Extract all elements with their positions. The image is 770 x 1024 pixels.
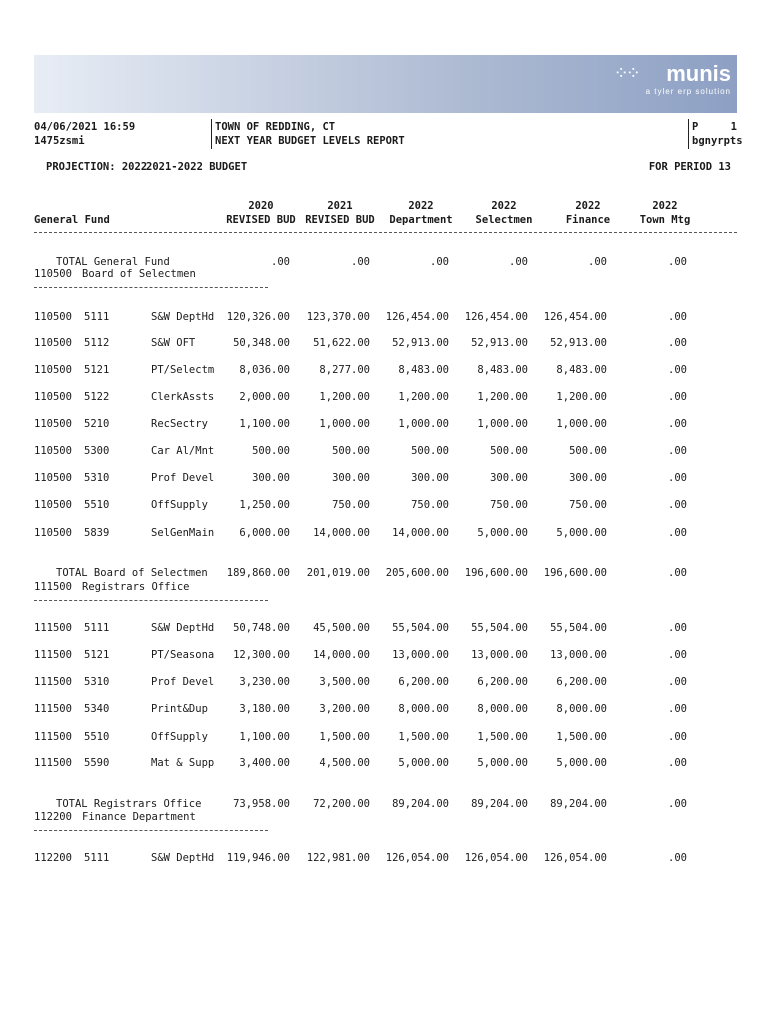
row-c5: 1,000.00 [556,418,607,430]
row-org: 110500 [34,418,72,430]
row-c2: 1,500.00 [319,731,370,743]
section-total-c1: 73,958.00 [233,798,290,810]
report-banner [34,55,737,113]
row-c3: 750.00 [411,499,449,511]
total-general-c1: .00 [271,256,290,268]
col1-year: 2020 [248,200,274,212]
section-org: 112200 [34,811,72,823]
row-object: 5510 [84,731,110,743]
col3-label: Department [389,214,453,226]
section-rule [34,600,268,601]
total-general-c4: .00 [509,256,528,268]
section-total-c3: 89,204.00 [392,798,449,810]
row-org: 111500 [34,703,72,715]
row-c1: 8,036.00 [239,364,290,376]
section-total-c5: 196,600.00 [543,567,607,579]
page-label: P [692,121,699,133]
row-c3: 8,000.00 [398,703,449,715]
section-rule [34,287,268,288]
row-desc: Prof Devel [151,676,215,688]
row-c4: 126,054.00 [464,852,528,864]
col2-year: 2021 [327,200,353,212]
row-desc: Car Al/Mnt [151,445,215,457]
row-c4: 300.00 [490,472,528,484]
row-c4: 500.00 [490,445,528,457]
row-c3: 126,054.00 [385,852,449,864]
row-c2: 1,000.00 [319,418,370,430]
row-c1: 1,250.00 [239,499,290,511]
section-total-label: TOTAL Registrars Office [56,798,202,810]
row-c4: 55,504.00 [471,622,528,634]
row-c4: 1,500.00 [477,731,528,743]
munis-logo [613,61,731,96]
row-org: 111500 [34,622,72,634]
row-c2: 122,981.00 [306,852,370,864]
row-desc: OffSupply [151,499,208,511]
row-org: 111500 [34,731,72,743]
total-general-c6: .00 [668,256,687,268]
row-c2: 14,000.00 [313,527,370,539]
row-object: 5111 [84,311,110,323]
row-desc: Prof Devel [151,472,215,484]
row-c6: .00 [668,649,687,661]
row-c3: 1,000.00 [398,418,449,430]
row-object: 5111 [84,852,110,864]
row-c4: 126,454.00 [464,311,528,323]
row-c6: .00 [668,418,687,430]
logo-brand: munis [666,61,731,86]
row-c2: 4,500.00 [319,757,370,769]
row-c1: 3,230.00 [239,676,290,688]
row-c5: 52,913.00 [550,337,607,349]
row-object: 5111 [84,622,110,634]
row-c1: 3,180.00 [239,703,290,715]
section-name: Registrars Office [82,581,190,593]
total-general-label: TOTAL General Fund [56,256,170,268]
row-desc: OffSupply [151,731,208,743]
row-c6: .00 [668,703,687,715]
section-name: Board of Selectmen [82,268,196,280]
row-org: 110500 [34,391,72,403]
row-desc: ClerkAssts [151,391,215,403]
row-object: 5122 [84,391,110,403]
row-c5: 6,200.00 [556,676,607,688]
row-c5: 8,000.00 [556,703,607,715]
row-c1: 50,348.00 [233,337,290,349]
total-general-c3: .00 [430,256,449,268]
logo-dots-icon: ⁘⁘ [613,63,638,84]
row-c6: .00 [668,527,687,539]
row-c1: 1,100.00 [239,731,290,743]
col6-label: Town Mtg [639,214,691,226]
page-number: 1 [730,121,737,133]
row-c6: .00 [668,472,687,484]
row-c6: .00 [668,676,687,688]
row-object: 5310 [84,676,110,688]
row-c5: 750.00 [569,499,607,511]
row-c3: 5,000.00 [398,757,449,769]
row-desc: S&W OFT [151,337,196,349]
row-c6: .00 [668,731,687,743]
row-org: 111500 [34,757,72,769]
section-total-c4: 89,204.00 [471,798,528,810]
row-org: 110500 [34,311,72,323]
row-org: 110500 [34,337,72,349]
row-c5: 5,000.00 [556,527,607,539]
row-object: 5121 [84,364,110,376]
row-object: 5300 [84,445,110,457]
row-c1: 300.00 [252,472,290,484]
row-c6: .00 [668,364,687,376]
row-c6: .00 [668,499,687,511]
row-desc: Mat & Supp [151,757,215,769]
col4-label: Selectmen [475,214,533,226]
row-object: 5839 [84,527,110,539]
row-org: 110500 [34,445,72,457]
row-c2: 123,370.00 [306,311,370,323]
section-total-c3: 205,600.00 [385,567,449,579]
row-c3: 126,454.00 [385,311,449,323]
row-desc: S&W DeptHd [151,311,215,323]
row-desc: Print&Dup [151,703,208,715]
row-c1: 1,100.00 [239,418,290,430]
row-c3: 52,913.00 [392,337,449,349]
row-c3: 1,200.00 [398,391,449,403]
row-org: 111500 [34,676,72,688]
row-object: 5310 [84,472,110,484]
section-total-c5: 89,204.00 [550,798,607,810]
header-divider-left [211,119,212,149]
row-c2: 14,000.00 [313,649,370,661]
row-object: 5121 [84,649,110,661]
row-desc: SelGenMain [151,527,215,539]
col1-label: REVISED BUD [226,214,296,226]
header-divider-right [688,119,689,149]
row-c2: 3,500.00 [319,676,370,688]
period-label: FOR PERIOD 13 [648,161,731,173]
report-datetime: 04/06/2021 16:59 [34,121,136,133]
row-c4: 5,000.00 [477,527,528,539]
program-name: bgnyrpts [692,135,743,147]
total-general-c5: .00 [588,256,607,268]
section-total-c1: 189,860.00 [226,567,290,579]
row-c6: .00 [668,391,687,403]
section-total-c2: 201,019.00 [306,567,370,579]
row-c5: 126,454.00 [543,311,607,323]
row-object: 5112 [84,337,110,349]
section-rule [34,830,268,831]
col3-year: 2022 [408,200,434,212]
row-c6: .00 [668,852,687,864]
row-org: 110500 [34,499,72,511]
row-c3: 13,000.00 [392,649,449,661]
row-c4: 8,000.00 [477,703,528,715]
row-object: 5340 [84,703,110,715]
row-c4: 52,913.00 [471,337,528,349]
header-rule [34,232,737,233]
row-c1: 12,300.00 [233,649,290,661]
row-object: 5210 [84,418,110,430]
budget-label: 2021-2022 BUDGET [146,161,248,173]
col5-year: 2022 [575,200,601,212]
row-desc: S&W DeptHd [151,622,215,634]
row-c3: 55,504.00 [392,622,449,634]
row-c5: 1,200.00 [556,391,607,403]
row-c6: .00 [668,311,687,323]
row-c1: 50,748.00 [233,622,290,634]
row-c2: 3,200.00 [319,703,370,715]
row-c5: 13,000.00 [550,649,607,661]
row-org: 110500 [34,364,72,376]
row-c5: 1,500.00 [556,731,607,743]
row-c5: 300.00 [569,472,607,484]
row-c4: 750.00 [490,499,528,511]
section-total-c4: 196,600.00 [464,567,528,579]
col6-year: 2022 [652,200,678,212]
row-object: 5590 [84,757,110,769]
row-desc: PT/Seasona [151,649,215,661]
row-c4: 8,483.00 [477,364,528,376]
logo-tagline: a tyler erp solution [645,87,731,96]
row-c1: 120,326.00 [226,311,290,323]
row-c4: 5,000.00 [477,757,528,769]
row-org: 111500 [34,649,72,661]
col4-year: 2022 [491,200,517,212]
row-object: 5510 [84,499,110,511]
row-c3: 500.00 [411,445,449,457]
row-c1: 500.00 [252,445,290,457]
row-c5: 8,483.00 [556,364,607,376]
section-total-label: TOTAL Board of Selectmen [56,567,208,579]
row-c3: 1,500.00 [398,731,449,743]
row-c1: 119,946.00 [226,852,290,864]
row-c5: 5,000.00 [556,757,607,769]
row-c4: 1,000.00 [477,418,528,430]
row-c1: 6,000.00 [239,527,290,539]
section-org: 110500 [34,268,72,280]
row-c6: .00 [668,445,687,457]
row-c3: 14,000.00 [392,527,449,539]
row-c5: 55,504.00 [550,622,607,634]
row-c3: 8,483.00 [398,364,449,376]
row-c6: .00 [668,757,687,769]
row-c2: 1,200.00 [319,391,370,403]
projection-label: PROJECTION: 2022 [46,161,148,173]
row-c6: .00 [668,337,687,349]
row-org: 110500 [34,472,72,484]
row-org: 110500 [34,527,72,539]
row-c1: 2,000.00 [239,391,290,403]
row-desc: PT/Selectm [151,364,215,376]
row-org: 112200 [34,852,72,864]
row-c3: 300.00 [411,472,449,484]
town-name: TOWN OF REDDING, CT [215,121,336,133]
row-c6: .00 [668,622,687,634]
row-desc: RecSectry [151,418,208,430]
row-c3: 6,200.00 [398,676,449,688]
section-org: 111500 [34,581,72,593]
row-c2: 300.00 [332,472,370,484]
row-c1: 3,400.00 [239,757,290,769]
row-c5: 126,054.00 [543,852,607,864]
total-general-c2: .00 [351,256,370,268]
report-user: 1475zsmi [34,135,85,147]
row-c5: 500.00 [569,445,607,457]
row-desc: S&W DeptHd [151,852,215,864]
row-c2: 8,277.00 [319,364,370,376]
fund-label: General Fund [34,214,110,226]
section-total-c6: .00 [668,798,687,810]
row-c2: 750.00 [332,499,370,511]
col5-label: Finance [565,214,611,226]
row-c2: 45,500.00 [313,622,370,634]
report-title: NEXT YEAR BUDGET LEVELS REPORT [215,135,405,147]
row-c2: 51,622.00 [313,337,370,349]
row-c4: 6,200.00 [477,676,528,688]
section-total-c2: 72,200.00 [313,798,370,810]
section-total-c6: .00 [668,567,687,579]
row-c4: 1,200.00 [477,391,528,403]
col2-label: REVISED BUD [305,214,375,226]
row-c4: 13,000.00 [471,649,528,661]
row-c2: 500.00 [332,445,370,457]
section-name: Finance Department [82,811,196,823]
